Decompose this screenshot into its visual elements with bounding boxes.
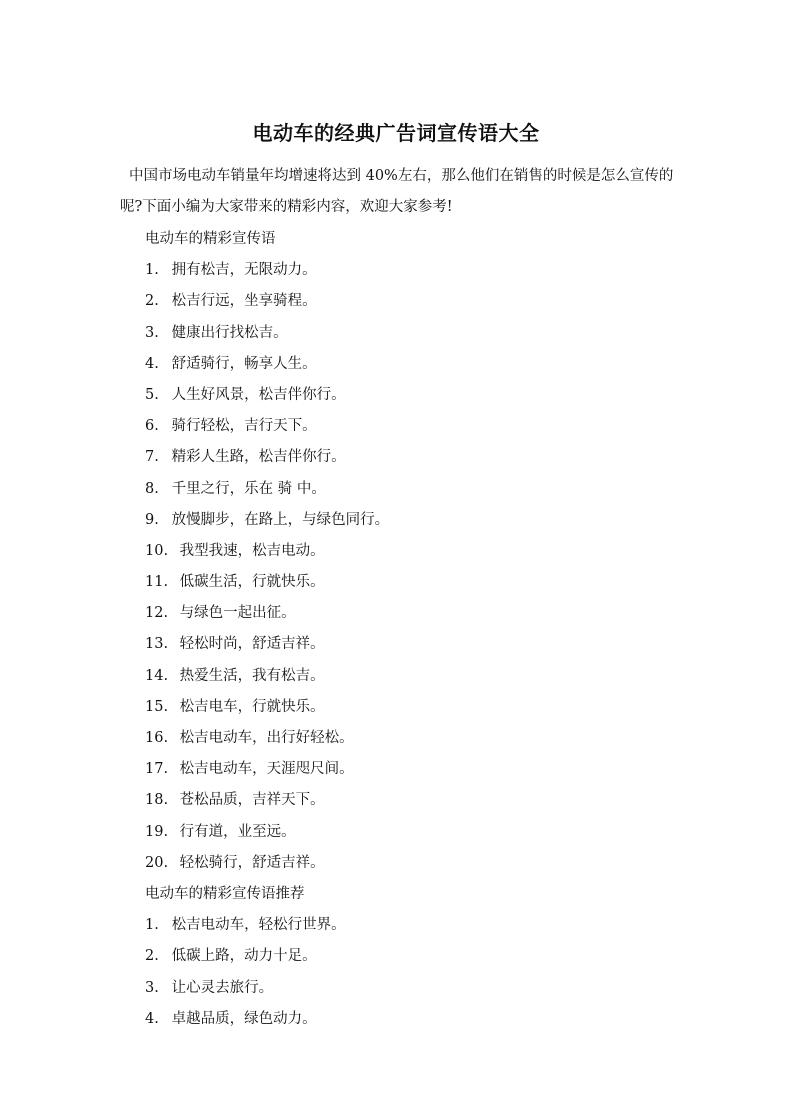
item-number: 6.: [145, 418, 159, 435]
list-item: [145, 817, 705, 848]
item-text: 舒适骑行，畅享人生。: [171, 355, 317, 372]
item-text: 低碳上路，动力十足。: [171, 948, 317, 965]
list-item: [145, 941, 705, 972]
list-item: [145, 723, 705, 754]
list-item: [145, 255, 705, 286]
list-item: [145, 661, 705, 692]
item-text: 轻松时尚，舒适吉祥。: [179, 636, 325, 653]
item-text: 松吉电动车，出行好轻松。: [179, 730, 354, 746]
list-item: [145, 629, 705, 660]
list-item: [145, 973, 705, 1004]
item-text: 卓越品质，绿色动力。: [171, 1010, 317, 1027]
item-number: 9.: [145, 511, 159, 528]
item-text: 我型我速，松吉电动。: [179, 542, 325, 559]
item-number: 12.: [145, 605, 169, 622]
item-number: 5.: [145, 386, 159, 403]
item-text: 让心灵去旅行。: [171, 979, 274, 996]
list-item: [145, 567, 705, 598]
item-number: 1.: [145, 917, 159, 934]
section-heading: 电动车的精彩宣传语推荐: [145, 885, 305, 902]
list-item: [145, 474, 705, 505]
list-item: [145, 598, 705, 629]
item-text: 精彩人生路，松吉伴你行。: [171, 449, 346, 466]
item-number: 8.: [145, 480, 159, 497]
list-item: [145, 848, 705, 879]
section-heading: 电动车的精彩宣传语: [145, 231, 276, 247]
item-text: 健康出行找松吉。: [171, 324, 288, 341]
item-number: 4.: [145, 355, 159, 372]
list-item: [145, 692, 705, 723]
list-item: [145, 1004, 705, 1035]
item-text: 千里之行，乐在 骑 中。: [171, 480, 326, 497]
item-number: 20.: [145, 854, 169, 871]
item-number: 10.: [145, 542, 169, 559]
list-item: [145, 411, 705, 442]
item-number: 15.: [145, 698, 169, 715]
document-title: 电动车的经典广告词宣传语大全: [252, 121, 540, 145]
item-number: 1.: [145, 262, 159, 279]
list-item: [145, 505, 705, 536]
item-text: 松吉行远，坐享骑程。: [171, 293, 317, 310]
item-number: 3.: [145, 324, 159, 341]
item-number: 16.: [145, 730, 169, 746]
list-item: [145, 318, 705, 349]
list-item: [145, 380, 705, 411]
item-text: 松吉电动车，轻松行世界。: [171, 917, 346, 934]
item-number: 17.: [145, 761, 169, 778]
item-text: 苍松品质，吉祥天下。: [179, 792, 325, 809]
item-number: 2.: [145, 293, 159, 310]
item-number: 14.: [145, 667, 169, 684]
list-item: [145, 349, 705, 380]
list-item: [145, 785, 705, 816]
list-item: [145, 910, 705, 941]
item-text: 与绿色一起出征。: [179, 605, 296, 622]
list-item: [145, 442, 705, 473]
item-number: 18.: [145, 792, 169, 809]
item-text: 低碳生活，行就快乐。: [179, 574, 325, 591]
slogan-list: [145, 224, 705, 1035]
list-item: [145, 754, 705, 785]
intro-paragraph: 中国市场电动车销量年均增速将达到 40%左右，那么他们在销售的时候是怎么宣传的呢?下面小编为大家带来的精彩内容，欢迎大家参考!: [120, 168, 674, 215]
item-text: 放慢脚步，在路上，与绿色同行。: [171, 511, 390, 528]
item-number: 2.: [145, 948, 159, 965]
item-number: 13.: [145, 636, 169, 653]
item-text: 轻松骑行，舒适吉祥。: [179, 854, 325, 871]
list-item: [145, 286, 705, 317]
item-text: 热爱生活，我有松吉。: [179, 667, 325, 684]
item-text: 松吉电车，行就快乐。: [179, 698, 325, 715]
item-text: 骑行轻松，吉行天下。: [171, 418, 317, 435]
item-number: 4.: [145, 1010, 159, 1027]
item-text: 人生好风景，松吉伴你行。: [171, 386, 346, 403]
item-number: 3.: [145, 979, 159, 996]
item-number: 11.: [145, 574, 169, 591]
item-number: 19.: [145, 823, 169, 840]
list-item: [145, 536, 705, 567]
item-number: 7.: [145, 449, 159, 466]
item-text: 松吉电动车，天涯咫尺间。: [179, 761, 354, 778]
item-text: 拥有松吉，无限动力。: [171, 262, 317, 279]
item-text: 行有道，业至远。: [179, 823, 296, 840]
